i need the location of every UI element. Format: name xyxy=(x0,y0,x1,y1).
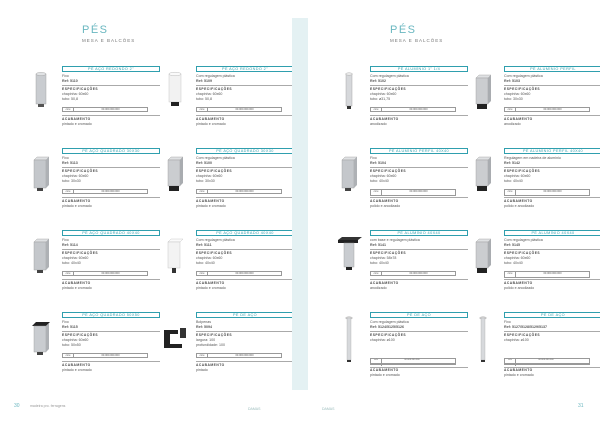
product-header: PÉ ALUMÍNIO PERFIL 40X40 xyxy=(370,148,468,154)
product-image xyxy=(466,150,500,200)
product-description: Fixo xyxy=(62,156,69,160)
spec-line: tubo: 40x40 xyxy=(370,261,389,265)
product-header: PÉ AÇO REDONDO 2" xyxy=(62,66,160,72)
brand-logo: DAMAS xyxy=(248,407,261,411)
divider xyxy=(504,331,600,332)
spec-line: tubo: 50,8 xyxy=(62,97,78,101)
spec-table-cell: cx/u xyxy=(63,272,74,275)
spec-table-cell: cx/u xyxy=(371,190,382,195)
finish-label: ACABAMENTO xyxy=(62,281,91,285)
spec-table-cell: cx/u xyxy=(63,108,74,111)
page-subtitle: MESA E BALCÕES xyxy=(82,38,136,43)
product-image xyxy=(466,68,500,118)
product-ref: Ref: 5100 xyxy=(196,161,212,165)
finish-label: ACABAMENTO xyxy=(504,281,533,285)
product-card xyxy=(332,230,470,294)
product-header: PÉ AÇO REDONDO 2" xyxy=(196,66,292,72)
finish-value: polido e anodizado xyxy=(504,203,535,208)
divider xyxy=(370,249,468,250)
product-image xyxy=(332,314,366,364)
spec-table-cell: cx/u xyxy=(63,354,74,357)
product-image xyxy=(24,68,58,118)
product-ref: Ref: 5142 xyxy=(504,161,520,165)
spec-line: tubo: 40x40 xyxy=(504,179,523,183)
product-card xyxy=(24,148,162,212)
product-ref: Ref: 5109 xyxy=(196,79,212,83)
finish-value: pintado e cromado xyxy=(62,367,92,372)
product-description: Fixo xyxy=(62,238,69,242)
left-page xyxy=(0,0,292,425)
spec-line: tubo: 40x40 xyxy=(370,179,389,183)
brand-logo: DAMAS xyxy=(322,407,335,411)
finish-label: ACABAMENTO xyxy=(62,363,91,367)
divider xyxy=(504,85,600,86)
divider xyxy=(504,115,600,116)
spine-band xyxy=(292,18,308,390)
spec-table-cell: 00.000.000.000 xyxy=(409,108,428,111)
page-subtitle: MESA E BALCÕES xyxy=(390,38,444,43)
product-ref: Ref: 5145 xyxy=(504,243,520,247)
page-number: 30 xyxy=(14,403,20,409)
finish-label: ACABAMENTO xyxy=(196,117,225,121)
product-ref: Ref: 5111 xyxy=(196,243,212,247)
product-description: Fixo xyxy=(504,320,511,324)
spec-line: chapinha: 60x60 xyxy=(370,174,397,178)
finish-value: pintado e cromado xyxy=(62,203,92,208)
product-image xyxy=(158,314,192,364)
spec-table xyxy=(196,271,282,276)
product-description: Com regulagem plástica xyxy=(370,320,409,324)
spec-line: tubo: 40x40 xyxy=(196,261,215,265)
product-image xyxy=(332,68,366,118)
spec-table-cell: cx/u xyxy=(197,190,208,193)
product-image xyxy=(158,68,192,118)
product-card xyxy=(332,148,470,212)
spec-table-cell: cx/u xyxy=(505,272,516,277)
spec-label: ESPECIFICAÇÕES xyxy=(196,333,233,337)
spec-line: tubo: 40x40 xyxy=(504,261,523,265)
spec-line: tubo: ø31,75 xyxy=(370,97,391,101)
spec-line: chapinha: 60x60 xyxy=(196,92,223,96)
spec-line: chapinha: 60x60 xyxy=(370,92,397,96)
spec-table-cell: cx/u xyxy=(505,190,516,195)
finish-value: pintado e cromado xyxy=(196,285,226,290)
spec-line: chapinha: 60x60 xyxy=(62,174,89,178)
divider xyxy=(62,115,160,116)
finish-label: ACABAMENTO xyxy=(62,117,91,121)
divider xyxy=(196,249,292,250)
spec-label: ESPECIFICAÇÕES xyxy=(62,333,99,337)
divider xyxy=(196,361,292,362)
spec-table xyxy=(370,271,456,276)
spec-label: ESPECIFICAÇÕES xyxy=(62,251,99,255)
finish-value: anodizado xyxy=(504,121,521,126)
product-description: Com regulagem plástica xyxy=(196,74,235,78)
spec-line: chapinha: ø100 xyxy=(504,338,529,342)
product-ref: Ref: 5115 xyxy=(62,325,78,329)
spec-table xyxy=(370,358,456,365)
divider xyxy=(62,85,160,86)
spec-table xyxy=(62,271,148,276)
spec-line: chapinha: 60x60 xyxy=(196,174,223,178)
page-title: PÉS xyxy=(390,24,417,36)
divider xyxy=(196,279,292,280)
spec-table xyxy=(504,189,590,196)
right-page xyxy=(308,0,600,425)
divider xyxy=(196,331,292,332)
spec-table-cell: 00.000.000.000 xyxy=(409,190,428,193)
spec-table-cell: cx/u xyxy=(371,359,382,363)
finish-value: polido e anodizado xyxy=(370,203,401,208)
finish-label: ACABAMENTO xyxy=(196,199,225,203)
product-header: PÉ ALUMÍNIO PERFIL 40X40 xyxy=(504,148,600,154)
finish-label: ACABAMENTO xyxy=(370,199,399,203)
finish-value: pintado e cromado xyxy=(504,372,534,377)
spec-line: tubo: 40x40 xyxy=(62,261,81,265)
finish-label: ACABAMENTO xyxy=(196,363,225,367)
divider xyxy=(62,197,160,198)
divider xyxy=(62,331,160,332)
product-header: PÉ DE AÇO xyxy=(196,312,292,318)
finish-value: polido e anodizado xyxy=(504,285,535,290)
spec-table-cell: cx/u xyxy=(63,190,74,193)
product-description: com base e regulagem plástica xyxy=(370,238,420,242)
spec-table-cell: 00.000.000.000 xyxy=(235,272,254,275)
spec-table-cell: cx/u xyxy=(197,108,208,111)
product-ref: Ref: 5094 xyxy=(196,325,212,329)
product-image xyxy=(466,314,500,364)
finish-value: pintado e cromado xyxy=(62,285,92,290)
spec-table xyxy=(62,189,148,194)
spec-label: ESPECIFICAÇÕES xyxy=(196,169,233,173)
product-header: PÉ AÇO QUADRADO 40X40 xyxy=(62,230,160,236)
divider xyxy=(196,85,292,86)
spec-table-cell: 00.000.000.000 xyxy=(543,108,562,111)
product-ref: Ref: 5110 xyxy=(62,79,78,83)
divider xyxy=(370,197,468,198)
spec-label: ESPECIFICAÇÕES xyxy=(196,251,233,255)
product-header: PÉ AÇO QUADRADO 50X50 xyxy=(62,312,160,318)
spec-line: chapinha: ø100 xyxy=(370,338,395,342)
spec-label: ESPECIFICAÇÕES xyxy=(62,169,99,173)
spec-table-cell: cx/u xyxy=(371,272,382,275)
spec-line: chapinha: 60x60 xyxy=(62,338,89,342)
divider xyxy=(196,167,292,168)
finish-label: ACABAMENTO xyxy=(370,368,399,372)
product-header: PÉ ALUMÍNIO PERFIL xyxy=(504,66,600,72)
spec-table xyxy=(196,353,282,358)
divider xyxy=(62,361,160,362)
finish-value: anodizado xyxy=(370,285,387,290)
product-card xyxy=(332,312,470,376)
spec-line: tubo: 30x30 xyxy=(196,179,215,183)
spec-line: tubo: 30x30 xyxy=(504,97,523,101)
spec-table-cell: 00.000.000.000 xyxy=(543,272,562,275)
product-card xyxy=(158,148,292,212)
spec-table-cell: 00.000.000.000 xyxy=(101,108,120,111)
product-header: PÉ AÇO QUADRADO 30X30 xyxy=(62,148,160,154)
spec-table-cell: 00.000.000.000 xyxy=(235,354,254,357)
product-header: PÉ ALUMÍNIO 40X40 xyxy=(370,230,468,236)
spec-table-cell: cx/u xyxy=(197,354,208,357)
product-ref: Ref: 5141 xyxy=(370,243,386,247)
spec-table-cell: 00.000.000.000 xyxy=(101,272,120,275)
finish-value: pintado e cromado xyxy=(196,121,226,126)
spec-label: ESPECIFICAÇÕES xyxy=(196,87,233,91)
product-ref: Ref: 5113 xyxy=(62,161,78,165)
spec-label: ESPECIFICAÇÕES xyxy=(370,169,407,173)
product-card xyxy=(24,66,162,130)
product-ref: Ref: 5102 xyxy=(370,79,386,83)
spec-line: chapinha: 60x60 xyxy=(62,256,89,260)
spec-table xyxy=(62,353,148,358)
product-header: PÉ ALUMÍNIO 1" 1/4 xyxy=(370,66,468,72)
divider xyxy=(196,115,292,116)
spec-table-cell: 00.000.000.000 xyxy=(409,272,428,275)
page-number: 31 xyxy=(578,403,584,409)
spec-line: chapinha: 60x60 xyxy=(62,92,89,96)
finish-label: ACABAMENTO xyxy=(370,281,399,285)
divider xyxy=(370,115,468,116)
divider xyxy=(62,167,160,168)
spec-table-cell: 00.000.000.000 xyxy=(404,359,420,361)
divider xyxy=(196,197,292,198)
finish-value: pintado xyxy=(196,367,208,372)
product-ref: Ref: 5124/5125/5126 xyxy=(370,325,404,329)
product-header: PÉ ALUMÍNIO 40X40 xyxy=(504,230,600,236)
spec-table-cell: cx/u xyxy=(197,272,208,275)
product-description: Bolpenas xyxy=(196,320,211,324)
spec-label: ESPECIFICAÇÕES xyxy=(504,333,541,337)
spec-table-cell: 00.000.000.000 xyxy=(543,190,562,193)
divider xyxy=(504,279,600,280)
finish-label: ACABAMENTO xyxy=(62,199,91,203)
product-description: Com regulagem plástica xyxy=(196,238,235,242)
spec-label: ESPECIFICAÇÕES xyxy=(370,87,407,91)
spec-table-cell: cx/u xyxy=(505,359,516,363)
product-card xyxy=(466,230,600,294)
product-card xyxy=(332,66,470,130)
product-image xyxy=(24,314,58,364)
divider xyxy=(62,279,160,280)
spec-table xyxy=(196,107,282,112)
finish-value: pintado e cromado xyxy=(62,121,92,126)
finish-value: pintado e cromado xyxy=(370,372,400,377)
spec-table-cell: 00.000.000.000 xyxy=(101,354,120,357)
product-header: PÉ DE AÇO xyxy=(504,312,600,318)
spec-table-cell: 00.000.000.000 xyxy=(538,359,554,361)
product-description: Com regulagem plástica xyxy=(370,74,409,78)
product-ref: Ref: 5104 xyxy=(370,161,386,165)
spec-line: chapinha: 60x60 xyxy=(196,256,223,260)
spec-label: ESPECIFICAÇÕES xyxy=(370,251,407,255)
spec-table-cell: 00.000.000.000 xyxy=(235,190,254,193)
spec-table-cell: cx/u xyxy=(371,108,382,111)
spec-line: tubo: 50,8 xyxy=(196,97,212,101)
divider xyxy=(62,249,160,250)
spec-table xyxy=(504,107,590,112)
spec-table xyxy=(370,189,456,196)
spec-line: chapinha: 60x60 xyxy=(504,92,531,96)
product-ref: Ref: 5127/5128/5129/5137 xyxy=(504,325,547,329)
product-ref: Ref: 5114 xyxy=(62,243,78,247)
finish-label: ACABAMENTO xyxy=(504,368,533,372)
spec-table-cell: 00.000.000.000 xyxy=(101,190,120,193)
product-card xyxy=(158,66,292,130)
product-image xyxy=(24,150,58,200)
product-image xyxy=(332,232,366,282)
spec-line: tubo: 30x30 xyxy=(62,179,81,183)
product-description: Regulagem em nadeira de alumínio xyxy=(504,156,561,160)
product-image xyxy=(158,232,192,282)
finish-label: ACABAMENTO xyxy=(504,199,533,203)
product-card xyxy=(466,66,600,130)
divider xyxy=(370,167,468,168)
spec-line: profundidade: 100 xyxy=(196,343,225,347)
product-image xyxy=(332,150,366,200)
product-description: Fixo xyxy=(370,156,377,160)
spec-label: ESPECIFICAÇÕES xyxy=(504,251,541,255)
finish-label: ACABAMENTO xyxy=(504,117,533,121)
product-card xyxy=(24,230,162,294)
finish-value: pintado e cromado xyxy=(196,203,226,208)
spec-table xyxy=(504,358,590,365)
divider xyxy=(504,167,600,168)
divider xyxy=(370,279,468,280)
finish-value: anodizado xyxy=(370,121,387,126)
product-description: Com regulagem plástica xyxy=(504,74,543,78)
spec-table-cell: cx/u xyxy=(505,108,516,111)
spec-line: tubo: 50x50 xyxy=(62,343,81,347)
product-ref: Ref: 5103 xyxy=(504,79,520,83)
divider xyxy=(370,85,468,86)
product-card xyxy=(466,148,600,212)
product-description: Com regulagem plástica xyxy=(196,156,235,160)
page-title: PÉS xyxy=(82,24,109,36)
spec-label: ESPECIFICAÇÕES xyxy=(504,87,541,91)
spec-line: chapinha: 60x60 xyxy=(504,256,531,260)
product-header: PÉ DE AÇO xyxy=(370,312,468,318)
divider xyxy=(504,249,600,250)
spec-table xyxy=(504,271,590,278)
finish-label: ACABAMENTO xyxy=(370,117,399,121)
spec-line: chapinha: 58x78 xyxy=(370,256,397,260)
spec-label: ESPECIFICAÇÕES xyxy=(370,333,407,337)
product-description: Com regulagem plástica xyxy=(504,238,543,242)
product-header: PÉ AÇO QUADRADO 40X40 xyxy=(196,230,292,236)
spec-line: largura: 100 xyxy=(196,338,216,342)
product-card xyxy=(24,312,162,376)
footer-text: madeira pro. ferragens xyxy=(30,404,66,408)
divider xyxy=(504,197,600,198)
product-card xyxy=(158,230,292,294)
spec-line: chapinha: 60x60 xyxy=(504,174,531,178)
spec-label: ESPECIFICAÇÕES xyxy=(62,87,99,91)
product-card xyxy=(158,312,292,376)
product-card xyxy=(466,312,600,376)
finish-label: ACABAMENTO xyxy=(196,281,225,285)
product-description: Fixo xyxy=(62,320,69,324)
product-image xyxy=(158,150,192,200)
spec-table xyxy=(196,189,282,194)
product-header: PÉ AÇO QUADRADO 30X30 xyxy=(196,148,292,154)
spec-table-cell: 00.000.000.000 xyxy=(235,108,254,111)
product-image xyxy=(24,232,58,282)
product-image xyxy=(466,232,500,282)
divider xyxy=(370,331,468,332)
spec-table xyxy=(370,107,456,112)
product-description: Fixo xyxy=(62,74,69,78)
spec-label: ESPECIFICAÇÕES xyxy=(504,169,541,173)
spec-table xyxy=(62,107,148,112)
